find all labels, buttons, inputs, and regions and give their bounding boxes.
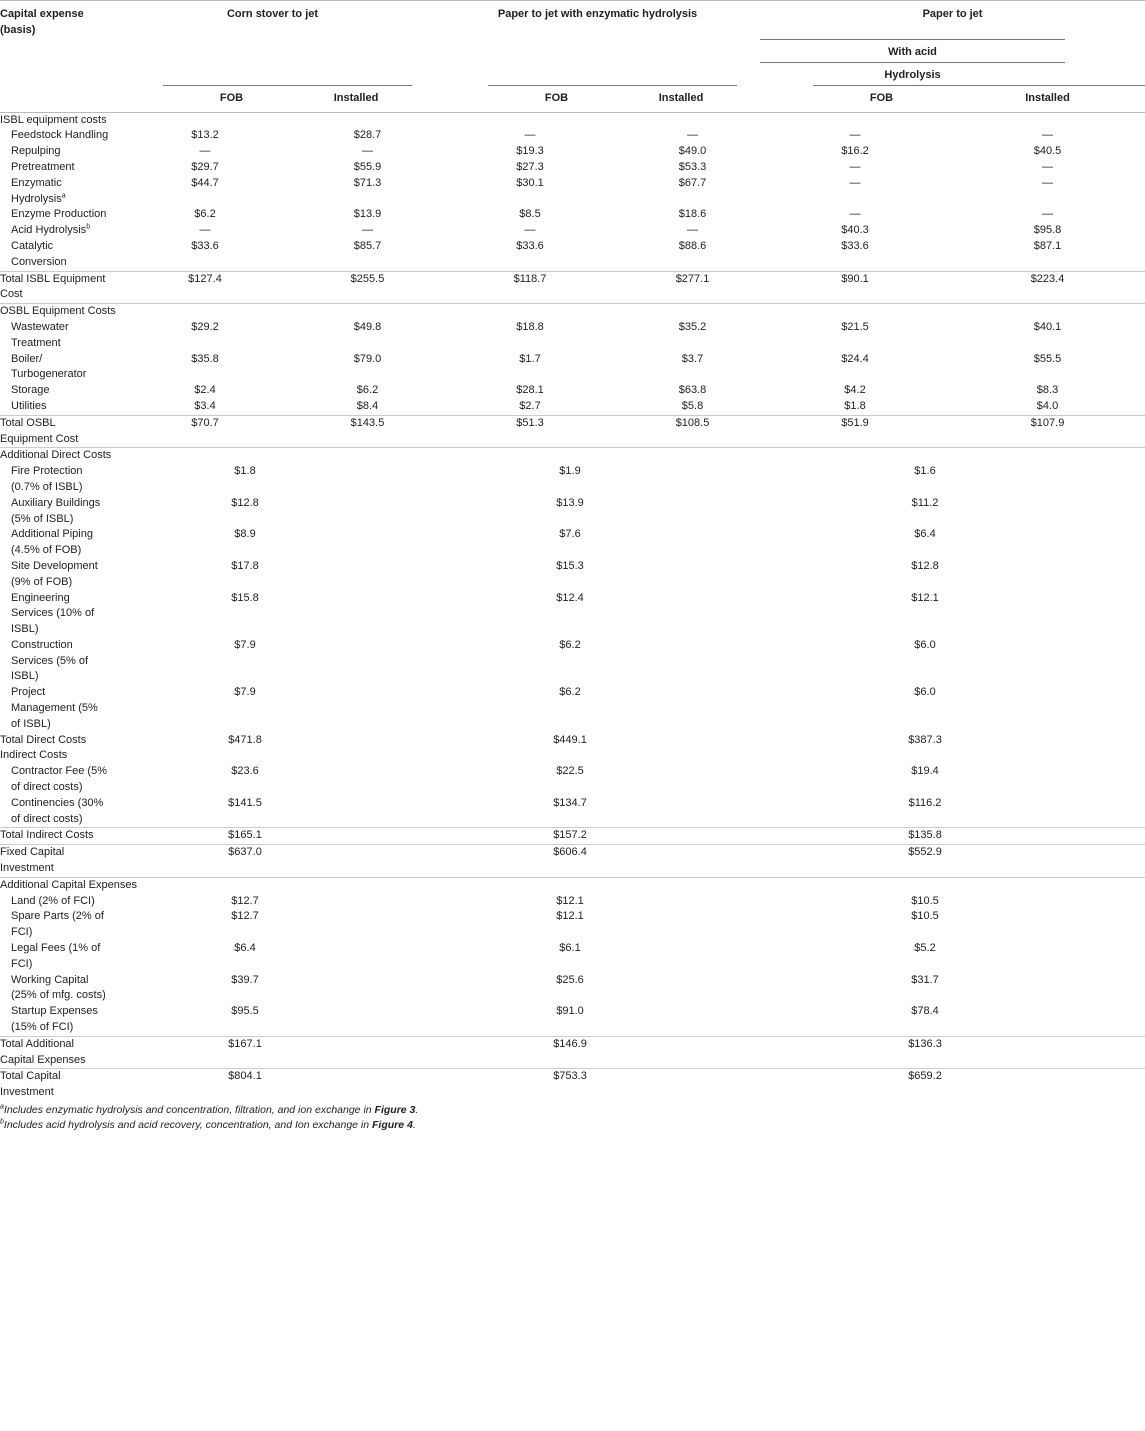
- value-cell: $44.7: [191, 176, 219, 189]
- table-row: [0, 1069, 1145, 1101]
- section-title-row: [0, 448, 1145, 464]
- value-cell: $29.7: [191, 160, 219, 173]
- table-row: [0, 638, 1145, 685]
- row-label-text: Project Management (5% of ISBL): [11, 686, 98, 730]
- value-cell: $33.6: [110, 239, 300, 271]
- table-row: [0, 941, 1145, 973]
- value-cell: $19.3: [516, 145, 544, 158]
- value-cell: $7.6: [559, 528, 581, 541]
- value-cell: $12.7: [231, 894, 259, 907]
- value-cell: —: [362, 224, 373, 237]
- value-cell: $12.8: [911, 559, 939, 572]
- table-row: [0, 527, 1145, 559]
- value-cell: —: [687, 129, 699, 142]
- value-cell: $7.9: [234, 686, 256, 699]
- row-label-text: Continencies (30% of direct costs): [11, 796, 104, 825]
- value-cell: $13.9: [353, 208, 382, 221]
- row-label: [0, 496, 110, 528]
- row-label: [0, 415, 110, 448]
- value-cell: $27.3: [516, 160, 544, 173]
- value-cell: $8.4: [300, 399, 435, 415]
- value-cell: $35.2: [678, 320, 707, 333]
- section-title: Indirect Costs: [0, 749, 68, 762]
- value-cell: $8.3: [1036, 384, 1059, 397]
- value-cell: $134.7: [435, 796, 760, 828]
- value-cell: —: [1042, 176, 1054, 189]
- value-cell: —: [849, 176, 861, 189]
- row-label-text: Repulping: [11, 145, 61, 158]
- spacer: [0, 62, 110, 85]
- row-label-text: Pretreatment: [11, 160, 75, 173]
- value-cell: $91.0: [435, 1004, 760, 1036]
- row-label-text: Legal Fees (1% of FCI): [11, 942, 101, 970]
- group-title-paper-enzymatic: Paper to jet with enzymatic hydrolysis: [497, 8, 698, 20]
- value-cell: $135.8: [760, 828, 1145, 845]
- value-cell: $71.3: [353, 176, 382, 189]
- value-cell: $1.9: [559, 465, 581, 478]
- value-cell: $8.9: [234, 528, 256, 541]
- value-cell: $6.2: [356, 384, 379, 397]
- value-cell: —: [687, 224, 699, 237]
- row-label: [0, 223, 110, 239]
- value-cell: $24.4: [841, 352, 869, 365]
- value-cell: —: [1042, 160, 1054, 173]
- table-row: [0, 352, 1145, 384]
- table-row: [0, 399, 1145, 415]
- section-title: ISBL equipment costs: [0, 113, 107, 126]
- value-cell: —: [849, 208, 861, 221]
- value-cell: $51.9: [760, 415, 950, 448]
- value-cell: $55.9: [353, 160, 382, 173]
- row-label: [0, 973, 110, 1005]
- value-cell: $90.1: [760, 271, 950, 304]
- row-label: [0, 176, 110, 208]
- value-cell: $659.2: [908, 1070, 942, 1083]
- value-cell: $143.5: [300, 415, 435, 448]
- value-cell: $3.4: [110, 399, 300, 415]
- table-row: [0, 223, 1145, 239]
- value-cell: $40.3: [841, 224, 869, 237]
- value-cell: $87.1: [950, 239, 1145, 271]
- row-label-text: Additional Piping (4.5% of FOB): [11, 528, 93, 557]
- table-row: [0, 320, 1145, 352]
- section-title-row: [0, 112, 1145, 128]
- row-label-text: Engineering Services (10% of ISBL): [11, 591, 95, 636]
- value-cell: $15.3: [556, 559, 584, 572]
- row-label-text: Enzymatic Hydrolysis: [11, 176, 62, 205]
- value-cell: $7.9: [234, 638, 256, 651]
- row-label: [0, 733, 110, 749]
- value-cell: $141.5: [110, 796, 435, 828]
- value-cell: $167.1: [110, 1036, 435, 1069]
- row-label-text: Auxiliary Buildings (5% of ISBL): [11, 496, 101, 525]
- row-label-text: Boiler/ Turbogenerator: [11, 352, 87, 381]
- value-cell: $40.1: [1033, 320, 1062, 333]
- value-cell: $22.5: [556, 765, 584, 778]
- row-label-text: Working Capital (25% of mfg. costs): [11, 973, 106, 1002]
- col-header-paper-acid: [760, 1, 1145, 39]
- table-row: [0, 796, 1145, 828]
- value-cell: $157.2: [435, 828, 760, 845]
- value-cell: $387.3: [908, 733, 942, 746]
- row-label: [0, 1036, 110, 1069]
- table-row: [0, 559, 1145, 591]
- value-cell: $39.7: [231, 973, 259, 986]
- section-title: Additional Direct Costs: [0, 449, 112, 462]
- table-row: [0, 239, 1145, 271]
- row-label-text: Total ISBL Equipment Cost: [0, 272, 106, 301]
- value-cell: $2.4: [194, 384, 216, 397]
- value-cell: $552.9: [760, 845, 1145, 878]
- value-cell: $63.8: [678, 384, 707, 397]
- row-label: [0, 591, 110, 638]
- row-label: [0, 828, 110, 845]
- row-label-text: Total Additional Capital Expenses: [0, 1037, 86, 1066]
- value-cell: $49.0: [678, 145, 707, 158]
- row-label-text: Enzyme Production: [11, 208, 107, 221]
- value-cell: $127.4: [110, 271, 300, 304]
- table-row: [0, 415, 1145, 448]
- value-cell: $25.6: [556, 973, 584, 986]
- value-cell: $85.7: [300, 239, 435, 271]
- value-cell: $17.8: [231, 559, 259, 572]
- table-row: [0, 144, 1145, 160]
- value-cell: $21.5: [841, 320, 869, 333]
- row-label-text: Catalytic Conversion: [11, 239, 67, 268]
- value-cell: $471.8: [228, 733, 262, 746]
- table-row: [0, 973, 1145, 1005]
- row-label: [0, 1069, 110, 1101]
- row-label-text: Construction Services (5% of ISBL): [11, 638, 89, 683]
- value-cell: $6.0: [914, 638, 936, 651]
- value-cell: $6.4: [914, 528, 936, 541]
- value-cell: —: [849, 160, 861, 173]
- value-cell: $70.7: [110, 415, 300, 448]
- group-title-paper-acid: Paper to jet: [922, 8, 983, 20]
- value-cell: $79.0: [353, 352, 382, 365]
- value-cell: $6.2: [559, 686, 581, 699]
- value-cell: —: [1042, 129, 1054, 142]
- row-label: [0, 144, 110, 160]
- value-cell: $12.1: [556, 894, 584, 907]
- row-label: [0, 559, 110, 591]
- value-cell: $1.6: [914, 465, 936, 478]
- value-cell: $146.9: [435, 1036, 760, 1069]
- value-cell: $28.1: [516, 384, 544, 397]
- value-cell: $804.1: [228, 1070, 262, 1083]
- value-cell: —: [524, 224, 536, 237]
- value-cell: $49.8: [353, 320, 382, 333]
- row-label-text: Storage: [11, 384, 50, 397]
- row-label: [0, 894, 110, 910]
- table-row: [0, 764, 1145, 796]
- value-cell: $6.2: [194, 208, 216, 221]
- value-cell: $118.7: [435, 271, 625, 304]
- spacer: [435, 62, 760, 85]
- row-label: [0, 796, 110, 828]
- row-label-text: Contractor Fee (5% of direct costs): [11, 765, 107, 794]
- row-label: [0, 941, 110, 973]
- table-row: [0, 894, 1145, 910]
- col-header-paper-enzymatic: [435, 1, 760, 39]
- value-cell: $10.5: [911, 894, 939, 907]
- value-cell: $10.5: [911, 910, 939, 923]
- value-cell: $6.1: [559, 942, 581, 955]
- row-label-text: Total Indirect Costs: [0, 829, 94, 842]
- value-cell: $12.8: [231, 496, 259, 509]
- value-cell: $2.7: [435, 399, 625, 415]
- row-label-text: Fixed Capital Investment: [0, 846, 65, 875]
- table-row: [0, 496, 1145, 528]
- row-label: [0, 685, 110, 732]
- value-cell: $136.3: [760, 1036, 1145, 1069]
- row-label-text: Feedstock Handling: [11, 129, 109, 142]
- col-fob-corn: FOB: [110, 85, 300, 113]
- value-cell: $33.6: [760, 239, 950, 271]
- value-cell: $116.2: [760, 796, 1145, 828]
- value-cell: $223.4: [950, 271, 1145, 304]
- value-cell: $35.8: [191, 352, 219, 365]
- value-cell: $107.9: [950, 415, 1145, 448]
- row-label: [0, 271, 110, 304]
- spacer: [110, 39, 435, 62]
- col-installed-corn: Installed: [300, 85, 435, 113]
- col-header-capital-expense: Capital expense (basis): [0, 8, 84, 36]
- row-label-text: Startup Expenses (15% of FCI): [11, 1005, 98, 1034]
- value-cell: $1.7: [519, 352, 541, 365]
- table-row: [0, 464, 1145, 496]
- table-row: [0, 733, 1145, 749]
- value-cell: $13.2: [191, 129, 219, 142]
- row-label-text: Land (2% of FCI): [11, 894, 95, 907]
- value-cell: $33.6: [435, 239, 625, 271]
- col-fob-paper-enz: FOB: [435, 85, 625, 113]
- value-cell: $108.5: [625, 415, 760, 448]
- value-cell: $88.6: [625, 239, 760, 271]
- value-cell: $255.5: [300, 271, 435, 304]
- value-cell: $13.9: [556, 496, 584, 509]
- value-cell: —: [1042, 208, 1054, 221]
- section-title: Additional Capital Expenses: [0, 878, 137, 891]
- section-title: OSBL Equipment Costs: [0, 305, 116, 318]
- table-row: [0, 207, 1145, 223]
- group-title-corn-stover: Corn stover to jet: [226, 8, 319, 20]
- table-row: [0, 271, 1145, 304]
- value-cell: $67.7: [678, 176, 707, 189]
- value-cell: $12.4: [556, 591, 584, 604]
- value-cell: $19.4: [911, 765, 939, 778]
- table-row: [0, 160, 1145, 176]
- spacer: [0, 85, 110, 113]
- table-row: [0, 1004, 1145, 1036]
- value-cell: $16.2: [841, 145, 869, 158]
- spacer: [0, 39, 110, 62]
- value-cell: $31.7: [911, 973, 939, 986]
- value-cell: $23.6: [231, 765, 259, 778]
- col-installed-paper-enz: Installed: [625, 85, 760, 113]
- value-cell: $95.5: [110, 1004, 435, 1036]
- value-cell: $51.3: [435, 415, 625, 448]
- value-cell: $6.4: [234, 942, 256, 955]
- spacer: [110, 62, 435, 85]
- row-label: [0, 160, 110, 176]
- value-cell: $6.2: [559, 638, 581, 651]
- footnote-b: $^b$Includes acid hydrolysis and acid recovery, concentration, and Ion exchange in Figure 4.: [0, 1118, 416, 1131]
- row-label: [0, 207, 110, 223]
- value-cell: $4.2: [844, 384, 866, 397]
- row-label: [0, 1004, 110, 1036]
- table-row: [0, 383, 1145, 399]
- value-cell: —: [524, 129, 536, 142]
- value-cell: $8.5: [519, 208, 541, 221]
- col-installed-paper-acid: Installed: [950, 85, 1145, 113]
- row-label-text: Total Direct Costs: [0, 733, 87, 746]
- value-cell: $1.8: [234, 465, 256, 478]
- table-row: [0, 128, 1145, 144]
- table-row: [0, 828, 1145, 845]
- table-row: [0, 909, 1145, 941]
- value-cell: $5.2: [914, 942, 936, 955]
- value-cell: $53.3: [678, 160, 707, 173]
- value-cell: $165.1: [110, 828, 435, 845]
- value-cell: $753.3: [553, 1070, 587, 1083]
- value-cell: $30.1: [516, 176, 544, 189]
- row-label-text: Spare Parts (2% of FCI): [11, 910, 104, 939]
- col-fob-paper-acid: FOB: [760, 85, 950, 113]
- footnote-a: $^a$Includes enzymatic hydrolysis and concentration, filtration, and ion exchange in Figure 3.: [0, 1103, 419, 1116]
- row-label: [0, 845, 110, 878]
- value-cell: $18.6: [678, 208, 707, 221]
- value-cell: $11.2: [911, 496, 939, 509]
- value-cell: —: [199, 145, 211, 158]
- section-title-row: [0, 748, 1145, 764]
- value-cell: $606.4: [435, 845, 760, 878]
- value-cell: $5.8: [625, 399, 760, 415]
- row-label: [0, 399, 110, 415]
- section-title-row: [0, 877, 1145, 893]
- row-label-text: Utilities: [11, 399, 47, 412]
- col-header-corn-stover: [110, 1, 435, 39]
- row-label-text: Acid Hydrolysis: [11, 224, 87, 237]
- table-row: [0, 845, 1145, 878]
- value-cell: $12.1: [911, 591, 939, 604]
- value-cell: —: [199, 224, 211, 237]
- value-cell: $1.8: [760, 399, 950, 415]
- row-label: [0, 638, 110, 685]
- value-cell: $78.4: [760, 1004, 1145, 1036]
- value-cell: $29.2: [191, 320, 219, 333]
- table-row: [0, 176, 1145, 208]
- value-cell: $4.0: [950, 399, 1145, 415]
- row-label-text: Wastewater Treatment: [11, 320, 69, 349]
- value-cell: $28.7: [353, 129, 382, 142]
- value-cell: $3.7: [681, 352, 704, 365]
- footnote-mark: a: [61, 191, 66, 199]
- footnote-mark: b: [86, 223, 91, 231]
- row-label: [0, 239, 110, 271]
- row-label: [0, 764, 110, 796]
- row-label: [0, 464, 110, 496]
- table-row: [0, 685, 1145, 732]
- value-cell: —: [849, 129, 861, 142]
- table-row: [0, 1036, 1145, 1069]
- row-label: [0, 352, 110, 384]
- value-cell: $40.5: [1033, 145, 1062, 158]
- row-label-text: Fire Protection (0.7% of ISBL): [11, 465, 83, 493]
- value-cell: $15.8: [231, 591, 259, 604]
- row-label-text: Total OSBL Equipment Cost: [0, 416, 79, 445]
- value-cell: $277.1: [625, 271, 760, 304]
- value-cell: $449.1: [553, 733, 587, 746]
- value-cell: $55.5: [1033, 352, 1062, 365]
- value-cell: $18.8: [516, 320, 544, 333]
- value-cell: $12.7: [231, 910, 259, 923]
- footnotes: [0, 1103, 1145, 1133]
- row-label-text: Total Capital Investment: [0, 1070, 61, 1099]
- spacer: [435, 39, 760, 62]
- value-cell: $6.0: [914, 686, 936, 699]
- row-label: [0, 383, 110, 399]
- section-title-row: [0, 304, 1145, 320]
- row-label: [0, 320, 110, 352]
- row-label: [0, 128, 110, 144]
- value-cell: $12.1: [556, 910, 584, 923]
- value-cell: —: [362, 145, 373, 158]
- value-cell: $637.0: [110, 845, 435, 878]
- group-subtitle-hydrolysis: Hydrolysis: [760, 62, 1145, 85]
- row-label: [0, 527, 110, 559]
- value-cell: $95.8: [1033, 224, 1062, 237]
- row-label: [0, 909, 110, 941]
- group-subtitle-with-acid: With acid: [760, 39, 1145, 62]
- row-label-text: Site Development (9% of FOB): [11, 559, 98, 588]
- table-row: [0, 591, 1145, 638]
